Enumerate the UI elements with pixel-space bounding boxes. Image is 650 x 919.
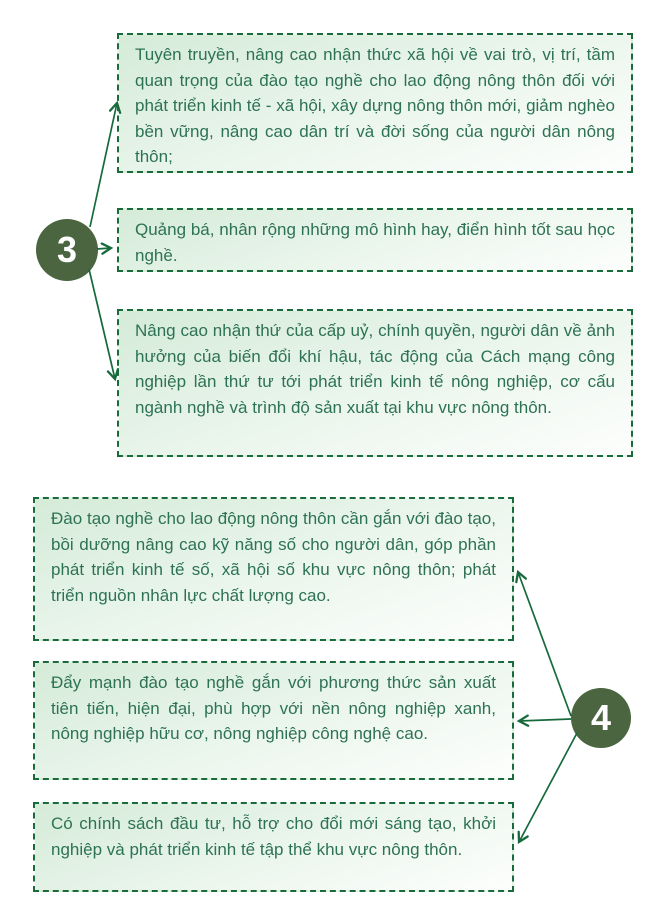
arrow-node4-to-box6 xyxy=(519,733,577,842)
node-3-label: 3 xyxy=(56,229,78,270)
node-4-label: 4 xyxy=(590,697,612,738)
group-4-box-2: Đẩy mạnh đào tạo nghề gắn với phương thức sản xuất tiên tiến, hiện đại, phù hợp với nền nông nghiệp xanh, nông nghiệp hữu cơ, nông nghiệp công nghệ cao. xyxy=(33,661,514,780)
group-3-box-3: Nâng cao nhận thứ của cấp uỷ, chính quyền, người dân về ảnh hưởng của biến đổi khí hậu, tác động của Cách mạng công nghiệp lần thứ tư tới phát triển kinh tế nông nghiệp, cơ cấu ngành nghề và trình độ sản xuất tại khu vực nông thôn. xyxy=(117,309,633,457)
node-3-circle xyxy=(36,219,98,281)
group-3-box-2: Quảng bá, nhân rộng những mô hình hay, điển hình tốt sau học nghề. xyxy=(117,208,633,272)
arrow-node3-to-box2 xyxy=(97,248,111,249)
group-4-box-3: Có chính sách đầu tư, hỗ trợ cho đổi mới sáng tạo, khởi nghiệp và phát triển kinh tế tập thể khu vực nông thôn. xyxy=(33,802,514,892)
arrow-node4-to-box5 xyxy=(519,719,571,721)
group-3-box-1: Tuyên truyền, nâng cao nhận thức xã hội về vai trò, vị trí, tầm quan trọng của đào tạo nghề cho lao động nông thôn đối với phát triển kinh tế - xã hội, xây dựng nông thôn mới, giảm nghèo bền vững, nâng cao dân trí và đời sống của người dân nông thôn; xyxy=(117,33,633,173)
group-4-box-1: Đào tạo nghề cho lao động nông thôn cần gắn với đào tạo, bồi dưỡng nâng cao kỹ năng số cho người dân, góp phần phát triển kinh tế số, xã hội số khu vực nông thôn; phát triển nguồn nhân lực chất lượng cao. xyxy=(33,497,514,641)
arrow-node3-to-box1 xyxy=(90,103,117,227)
node-4-circle xyxy=(571,688,631,748)
arrow-node3-to-box3 xyxy=(89,269,115,379)
arrow-node4-to-box4 xyxy=(518,572,571,716)
